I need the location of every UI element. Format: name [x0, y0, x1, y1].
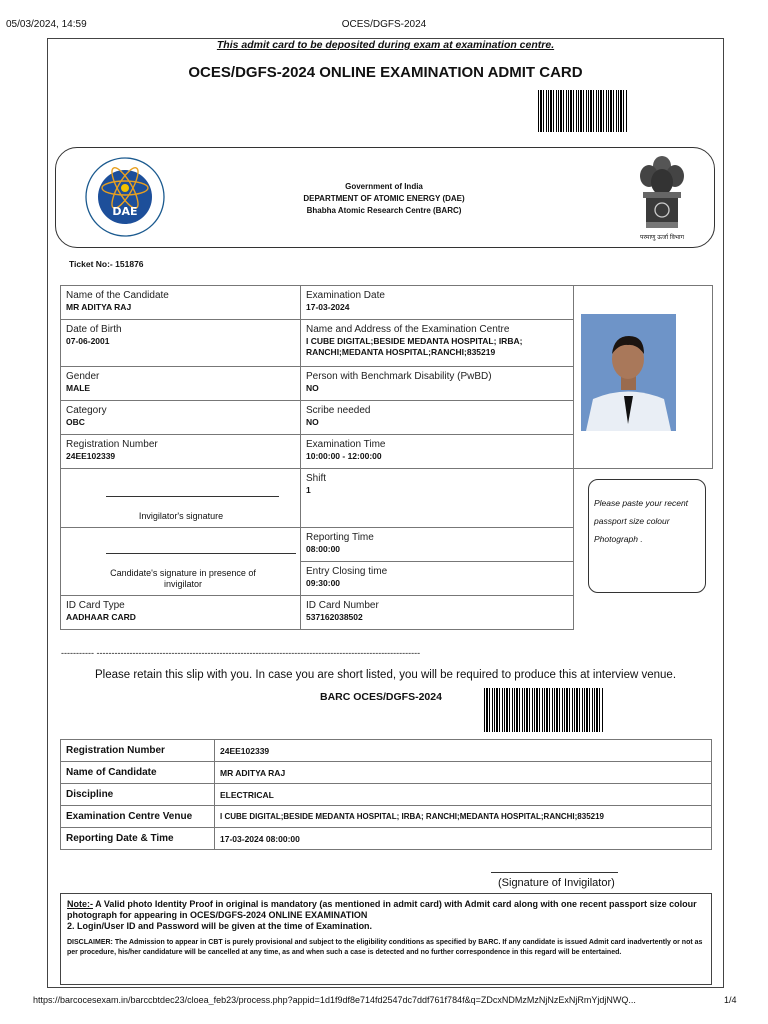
dae-logo-icon — [84, 156, 166, 238]
retain-slip-text: Please retain this slip with you. In case you are short listed, you will be required to produce this at interview venue. — [94, 669, 677, 681]
candidate-sig-cell — [61, 528, 301, 596]
invigilator-sig-cell — [61, 469, 301, 528]
paste-photo-note: Please paste your recent passport size colour Photograph . — [588, 479, 706, 593]
exam-date: 17-03-2024 — [306, 302, 350, 312]
category-cell: Category OBC — [61, 401, 301, 435]
dae-logo-text: DAE — [112, 205, 138, 218]
slip-barcode-icon — [484, 688, 604, 732]
scribe-cell: Scribe needed NO — [301, 401, 574, 435]
org-lines — [160, 181, 608, 217]
id-type-cell: ID Card Type AADHAAR CARD — [61, 596, 301, 630]
cut-line: ----------- ------------------------------------------------------------------------------------------------------------ — [61, 648, 421, 658]
paste-photo-cell — [574, 469, 713, 596]
barcode-icon — [538, 90, 627, 132]
emblem-caption: परमाणु ऊर्जा विभाग — [640, 234, 684, 241]
gender-cell: Gender MALE — [61, 367, 301, 401]
shift-cell: Shift 1 — [301, 469, 574, 528]
note-1 — [67, 899, 705, 921]
notes-box — [60, 893, 712, 985]
candidate-details-table — [60, 285, 713, 630]
ticket-number — [69, 259, 144, 269]
slip-row: Name of Candidate MR ADITYA RAJ — [61, 762, 712, 784]
print-datetime: 05/03/2024, 14:59 — [6, 19, 87, 30]
disclaimer: DISCLAIMER: The Admission to appear in CBT is purely provisional and subject to the eligibility conditions as specified by BARC. If any candidate is issued Admit card inadvertently or not as per procedure, his/her candidature will be cancelled at any time, as and when such a case is detected and no further correspondence in this regard will be entertained. — [67, 939, 703, 956]
name-cell: Name of the Candidate MR ADITYA RAJ — [61, 286, 301, 320]
print-page-title: OCES/DGFS-2024 — [341, 19, 427, 30]
invigilator-sig-line — [106, 496, 279, 497]
category: OBC — [66, 417, 85, 427]
dob-cell: Date of Birth 07-06-2001 — [61, 320, 301, 367]
photo-cell — [574, 286, 713, 469]
exam-time-cell: Examination Time 10:00:00 - 12:00:00 — [301, 435, 574, 469]
candidate-photo — [581, 314, 676, 431]
note-1-text: A Valid photo Identity Proof in original is mandatory (as mentioned in admit card) with Admit card along with one recent passport size colour photograph for appearing in OCES/DGFS-2024 ONLINE EXAMINATION — [67, 899, 697, 920]
centre-cell: Name and Address of the Examination Centre I CUBE DIGITAL;BESIDE MEDANTA HOSPITAL; IRBA; RANCHI;MEDANTA HOSPITAL;RANCHI;835219 — [301, 320, 574, 367]
candidate-sig-label: Candidate's signature in presence of invigilator — [110, 568, 256, 589]
note-prefix: Note:- — [67, 899, 93, 909]
ticket-label: Ticket No:- — [69, 259, 113, 269]
empty-cell — [574, 596, 713, 630]
org-line-3: Bhabha Atomic Research Centre (BARC) — [306, 206, 462, 215]
invigilator-slip-sig-label: (Signature of Invigilator) — [498, 877, 615, 889]
pwbd: NO — [306, 383, 319, 393]
candidate-sig-line — [106, 553, 296, 554]
admit-card-title: OCES/DGFS-2024 ONLINE EXAMINATION ADMIT CARD — [188, 64, 583, 81]
invigilator-slip-sig-line — [491, 872, 618, 873]
exam-time: 10:00:00 - 12:00:00 — [306, 451, 382, 461]
gender: MALE — [66, 383, 91, 393]
candidate-name: MR ADITYA RAJ — [66, 302, 132, 312]
slip-table — [60, 739, 712, 850]
slip-row: Discipline ELECTRICAL — [61, 784, 712, 806]
pwbd-cell: Person with Benchmark Disability (PwBD) NO — [301, 367, 574, 401]
slip-row: Examination Centre Venue I CUBE DIGITAL;BESIDE MEDANTA HOSPITAL; IRBA; RANCHI;MEDANTA HOSPITAL;RANCHI;835219 — [61, 806, 712, 828]
national-emblem-icon — [634, 152, 690, 242]
print-url: https://barcocesexam.in/barccbtdec23/cloea_feb23/process.php?appid=1d1f9df8e714fd2547dc7ddf761f784f&q=ZDcxNDMzMzNjNzExNjRmYjdjNWQ... — [33, 995, 636, 1005]
scribe: NO — [306, 417, 319, 427]
entry-closing-cell: Entry Closing time 09:30:00 — [301, 562, 574, 596]
registration-number: 24EE102339 — [66, 451, 116, 461]
org-line-1: Government of India — [345, 182, 423, 191]
id-type: AADHAAR CARD — [66, 612, 136, 622]
shift: 1 — [306, 485, 311, 495]
ticket-value: 151876 — [115, 259, 144, 269]
registration-cell: Registration Number 24EE102339 — [61, 435, 301, 469]
invigilator-sig-label: Invigilator's signature — [138, 511, 224, 521]
dob: 07-06-2001 — [66, 336, 110, 346]
id-number: 537162038502 — [306, 612, 363, 622]
exam-centre: I CUBE DIGITAL;BESIDE MEDANTA HOSPITAL; IRBA; RANCHI;MEDANTA HOSPITAL;RANCHI;835219 — [306, 336, 523, 357]
slip-row: Registration Number 24EE102339 — [61, 740, 712, 762]
deposit-notice: This admit card to be deposited during exam at examination centre. — [216, 39, 555, 51]
exam-date-cell: Examination Date 17-03-2024 — [301, 286, 574, 320]
reporting-cell: Reporting Time 08:00:00 — [301, 528, 574, 562]
slip-row: Reporting Date & Time 17-03-2024 08:00:00 — [61, 828, 712, 850]
print-page-number: 1/4 — [724, 995, 737, 1005]
org-line-2: DEPARTMENT OF ATOMIC ENERGY (DAE) — [303, 194, 465, 203]
slip-heading: BARC OCES/DGFS-2024 — [320, 691, 442, 703]
reporting-time: 08:00:00 — [306, 544, 341, 554]
entry-closing-time: 09:30:00 — [306, 578, 341, 588]
id-number-cell: ID Card Number 537162038502 — [301, 596, 574, 630]
note-2: 2. Login/User ID and Password will be given at the time of Examination. — [67, 921, 373, 931]
